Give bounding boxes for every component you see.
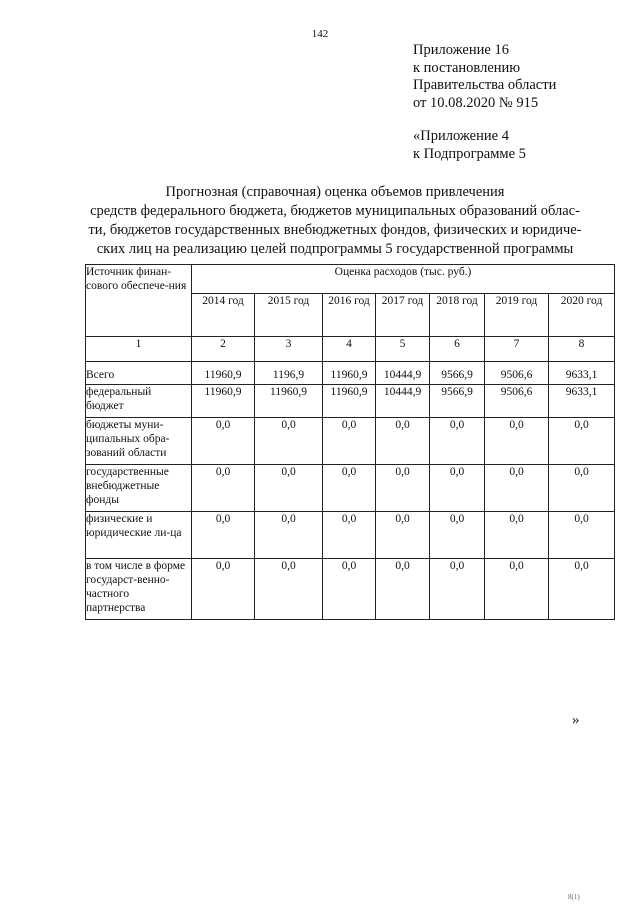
- year-header: 2016 год: [323, 294, 376, 337]
- table-cell: 0,0: [323, 418, 376, 465]
- source-column-header: Источник финан-сового обеспече-ния: [86, 265, 192, 337]
- column-number: 3: [255, 337, 323, 362]
- year-header: 2019 год: [485, 294, 549, 337]
- title-line: ти, бюджетов государственных внебюджетных фондов, физических и юридиче-: [88, 222, 582, 238]
- table-cell: 0,0: [255, 559, 323, 620]
- title-line: средств федерального бюджета, бюджетов муниципальных образований облас-: [90, 203, 580, 219]
- row-label: Всего: [86, 362, 192, 385]
- table-cell: 0,0: [430, 418, 485, 465]
- column-number: 6: [430, 337, 485, 362]
- table-cell: 0,0: [323, 465, 376, 512]
- table-cell: 0,0: [255, 465, 323, 512]
- table-cell: 11960,9: [323, 362, 376, 385]
- table-cell: 0,0: [430, 559, 485, 620]
- column-number: 2: [192, 337, 255, 362]
- table-cell: 11960,9: [192, 385, 255, 418]
- table-cell: 0,0: [255, 512, 323, 559]
- row-label: федеральный бюджет: [86, 385, 192, 418]
- table-cell: 0,0: [485, 559, 549, 620]
- document-title: [70, 183, 600, 259]
- column-number-row: [86, 337, 615, 362]
- year-header: 2018 год: [430, 294, 485, 337]
- column-number: 8: [549, 337, 615, 362]
- row-label: в том числе в форме государст-венно-частного партнерства: [86, 559, 192, 620]
- table-cell: 0,0: [549, 465, 615, 512]
- table-cell: 0,0: [192, 559, 255, 620]
- table-cell: 9633,1: [549, 362, 615, 385]
- row-label: бюджеты муни-ципальных обра-зований области: [86, 418, 192, 465]
- year-header: 2020 год: [549, 294, 615, 337]
- page-number: 142: [311, 28, 329, 40]
- table-cell: 0,0: [549, 418, 615, 465]
- table-cell: 0,0: [323, 512, 376, 559]
- table-cell: 0,0: [376, 465, 430, 512]
- title-line: ских лиц на реализацию целей подпрограммы 5 государственной программы: [96, 241, 574, 257]
- table-cell: 0,0: [376, 559, 430, 620]
- year-header: 2014 год: [192, 294, 255, 337]
- appendix-line: Правительства области: [413, 77, 557, 93]
- table-cell: 11960,9: [323, 385, 376, 418]
- table-cell: 0,0: [430, 512, 485, 559]
- table-row: [86, 362, 615, 385]
- table-cell: 0,0: [192, 418, 255, 465]
- year-header: 2015 год: [255, 294, 323, 337]
- table-cell: 10444,9: [376, 362, 430, 385]
- table-cell: 9506,6: [485, 362, 549, 385]
- appendix-line: Приложение 16: [413, 42, 509, 58]
- table-cell: 11960,9: [192, 362, 255, 385]
- table-row: [86, 418, 615, 465]
- footer-stamp: 8(1): [568, 893, 580, 901]
- closing-quote: »: [572, 712, 580, 728]
- estimate-column-header: Оценка расходов (тыс. руб.): [192, 265, 615, 294]
- appendix-line: к постановлению: [413, 59, 521, 76]
- table-cell: 11960,9: [255, 385, 323, 418]
- table-row: [86, 465, 615, 512]
- table-cell: 0,0: [323, 559, 376, 620]
- table-cell: 0,0: [485, 465, 549, 512]
- sub-appendix-reference: [413, 128, 526, 163]
- budget-estimate-table: [85, 264, 615, 620]
- table-cell: 10444,9: [376, 385, 430, 418]
- table-row: [86, 559, 615, 620]
- table-cell: 9506,6: [485, 385, 549, 418]
- column-number: 1: [86, 337, 192, 362]
- table-row: [86, 385, 615, 418]
- title-line: Прогнозная (справочная) оценка объемов привлечения: [165, 184, 505, 200]
- table-cell: 0,0: [255, 418, 323, 465]
- table-cell: 0,0: [485, 512, 549, 559]
- table-cell: 0,0: [549, 512, 615, 559]
- table-cell: 0,0: [430, 465, 485, 512]
- sub-appendix-line: к Подпрограмме 5: [413, 145, 526, 162]
- column-number: 5: [376, 337, 430, 362]
- sub-appendix-line: «Приложение 4: [413, 128, 509, 144]
- table-cell: 0,0: [485, 418, 549, 465]
- table-row: [86, 512, 615, 559]
- table-cell: 9633,1: [549, 385, 615, 418]
- table-cell: 0,0: [192, 465, 255, 512]
- row-label: государственные внебюджетные фонды: [86, 465, 192, 512]
- table-cell: 9566,9: [430, 385, 485, 418]
- row-label: физические и юридические ли-ца: [86, 512, 192, 559]
- appendix-line: от 10.08.2020 № 915: [413, 94, 539, 111]
- appendix-reference: [413, 42, 556, 112]
- column-number: 7: [485, 337, 549, 362]
- table-cell: 0,0: [549, 559, 615, 620]
- table-cell: 0,0: [376, 512, 430, 559]
- table-cell: 0,0: [192, 512, 255, 559]
- table-cell: 9566,9: [430, 362, 485, 385]
- table-cell: 1196,9: [255, 362, 323, 385]
- column-number: 4: [323, 337, 376, 362]
- year-header: 2017 год: [376, 294, 430, 337]
- table-cell: 0,0: [376, 418, 430, 465]
